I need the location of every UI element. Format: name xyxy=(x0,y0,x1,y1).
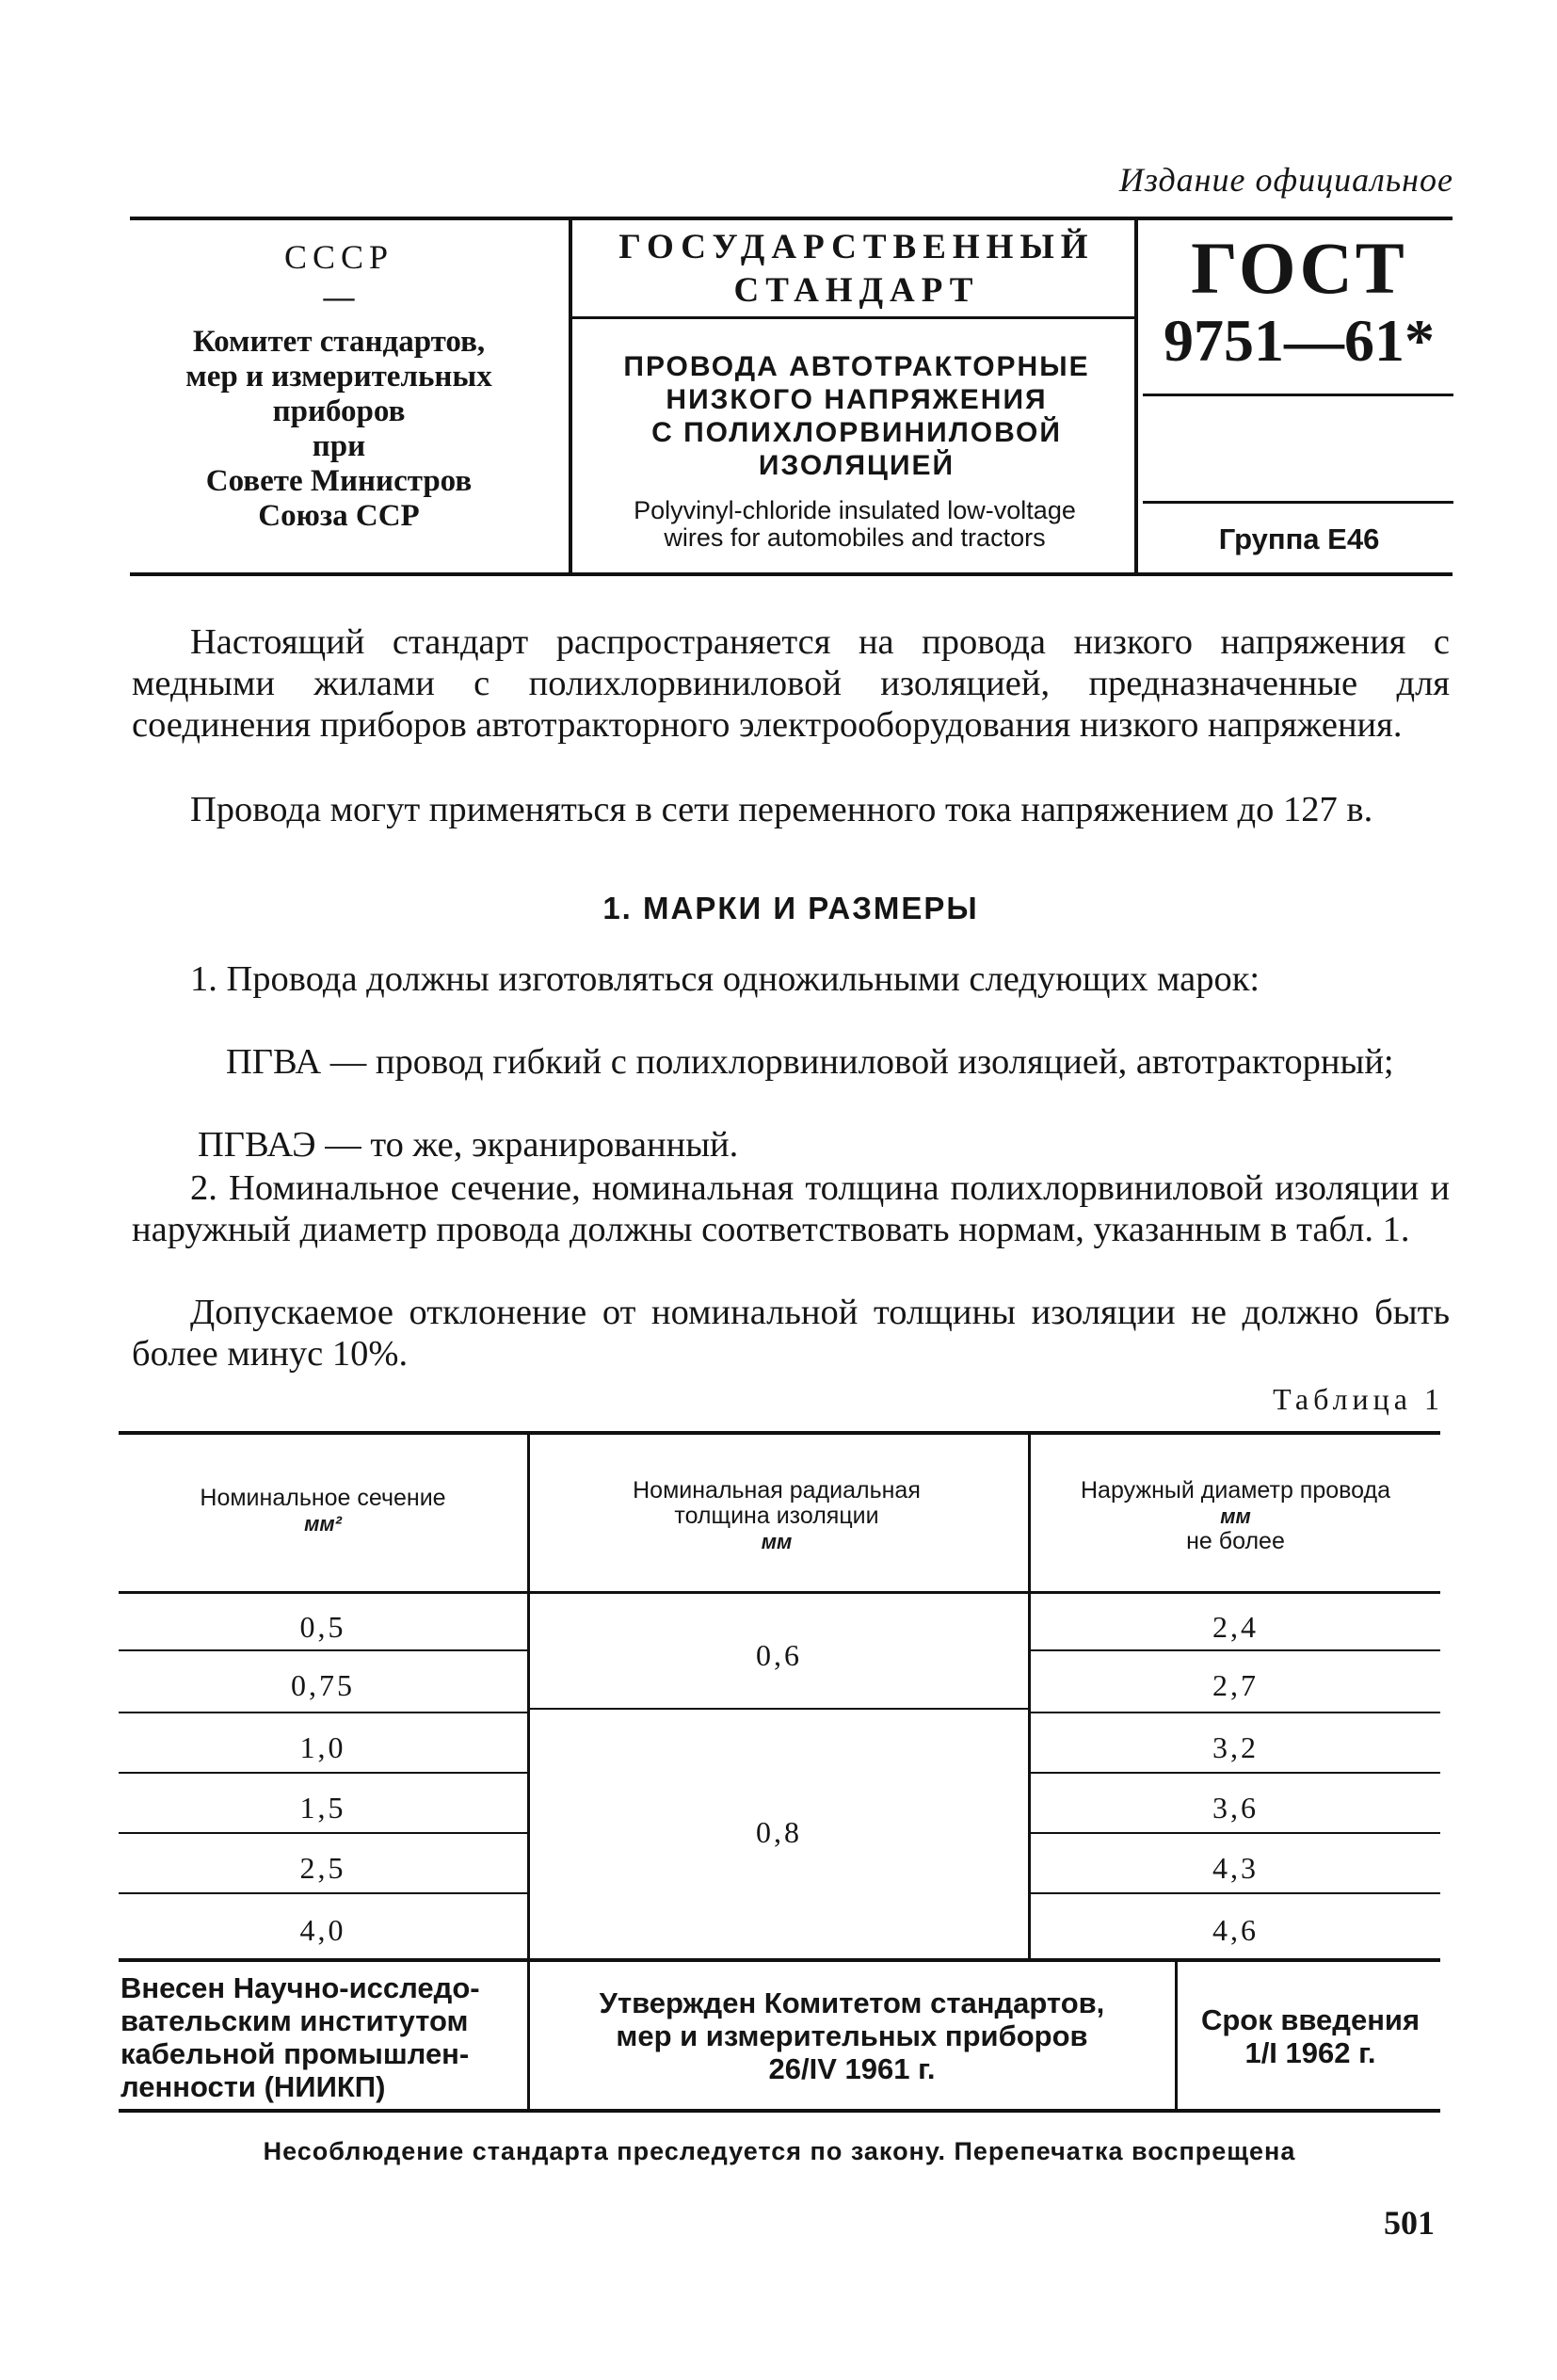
header-section-label: Номинальное сечение xyxy=(200,1485,446,1511)
row-rule-c3-5 xyxy=(1031,1892,1440,1894)
section-cell: 0,5 xyxy=(299,1610,346,1644)
approved-by xyxy=(537,1986,1167,2085)
english-title-line-1: Polyvinyl-chloride insulated low-voltage xyxy=(634,496,1076,524)
approved-line-2: мер и измерительных приборов xyxy=(616,2019,1088,2052)
footer-bottom-rule xyxy=(119,2109,1440,2113)
diameter-cell: 3,2 xyxy=(1212,1730,1259,1764)
country-dash: — xyxy=(323,281,355,314)
section-cell: 2,5 xyxy=(299,1851,346,1885)
header-bottom-rule xyxy=(130,572,1453,576)
row-rule-c3-4 xyxy=(1031,1832,1440,1834)
header-section-unit: мм² xyxy=(304,1512,342,1536)
intro-paragraph-1: Настоящий стандарт распространяется на провода низкого напряжения с медными жилами с полихлорвиниловой изоляцией, предназначенные для соединения приборов автотракторного электрооборудования низкого напряжения. xyxy=(132,622,1450,745)
edition-label: Издание официальное xyxy=(1118,161,1453,199)
row-rule-c1-1 xyxy=(119,1649,527,1651)
diameter-cell: 4,6 xyxy=(1212,1913,1259,1947)
grade-pgva: ПГВА — провод гибкий с полихлорвиниловой изоляцией, автотракторный; xyxy=(226,1042,1394,1082)
table-caption: Таблица 1 xyxy=(1273,1382,1444,1416)
row-rule-c1-2 xyxy=(119,1712,527,1713)
header-right-rule-1 xyxy=(1143,394,1453,396)
row-rule-c3-1 xyxy=(1031,1649,1440,1651)
standard-type xyxy=(574,226,1139,313)
header-diameter-unit: мм xyxy=(1220,1504,1251,1528)
standard-title-line-4: ИЗОЛЯЦИЕЙ xyxy=(758,450,955,481)
country-label: СССР xyxy=(283,238,394,276)
header-section xyxy=(119,1486,527,1536)
table-col-divider-1 xyxy=(527,1433,530,2109)
english-title-line-2: wires for automobiles and tractors xyxy=(664,523,1046,552)
row-rule-c3-3 xyxy=(1031,1772,1440,1774)
effective-date xyxy=(1179,2003,1442,2069)
header-thickness-unit: мм xyxy=(761,1530,793,1553)
diameter-cell: 2,4 xyxy=(1212,1610,1259,1644)
header-diameter xyxy=(1031,1478,1440,1554)
gost-number: 9751—61* xyxy=(1164,307,1435,374)
table-header-rule xyxy=(119,1591,1440,1594)
standard-title-line-1: ПРОВОДА АВТОТРАКТОРНЫЕ xyxy=(623,351,1090,382)
item-1-text: 1. Провода должны изготовляться одножильными следующих марок: xyxy=(190,959,1260,999)
intro-paragraph-2: Провода могут применяться в сети переменного тока напряжением до 127 в. xyxy=(190,790,1373,829)
row-rule-c3-2 xyxy=(1031,1712,1440,1713)
diameter-cell: 3,6 xyxy=(1212,1791,1259,1825)
standard-type-line-2: СТАНДАРТ xyxy=(733,271,980,310)
approved-line-3: 26/IV 1961 г. xyxy=(768,2052,936,2085)
standard-type-line-1: ГОСУДАРСТВЕННЫЙ xyxy=(618,228,1095,266)
grade-pgvae: ПГВАЭ — то же, экранированный. xyxy=(198,1125,739,1165)
row-rule-c1-4 xyxy=(119,1832,527,1834)
thickness-cell: 0,8 xyxy=(756,1815,802,1849)
section-cell: 1,0 xyxy=(299,1730,346,1764)
effective-line-2: 1/I 1962 г. xyxy=(1244,2036,1376,2069)
header-left-block xyxy=(132,240,546,534)
item-2-text: 2. Номинальное сечение, номинальная толщина полихлорвиниловой изоляции и наружный диаметр провода должны соответствовать нормам, указанным в табл. 1. xyxy=(132,1168,1450,1249)
committee-line-5: Совете Министров xyxy=(205,464,473,498)
introduced-line-3: кабельной промышлен- xyxy=(120,2037,470,2070)
page-number: 501 xyxy=(1384,2204,1435,2242)
section-cell: 4,0 xyxy=(299,1913,346,1947)
row-rule-c1-3 xyxy=(119,1772,527,1774)
committee-line-3: приборов xyxy=(272,394,406,428)
standard-title-english xyxy=(563,497,1147,552)
legal-notice: Несоблюдение стандарта преследуется по закону. Перепечатка воспрещена xyxy=(263,2137,1296,2165)
diameter-cell: 2,7 xyxy=(1212,1668,1259,1702)
introduced-line-4: ленности (НИИКП) xyxy=(120,2070,386,2103)
committee-line-2: мер и измерительных xyxy=(185,360,492,394)
header-mid-rule xyxy=(570,316,1135,319)
table-bottom-rule xyxy=(119,1958,1440,1962)
header-diameter-label: Наружный диаметр провода xyxy=(1081,1477,1390,1504)
standard-title-line-2: НИЗКОГО НАПРЯЖЕНИЯ xyxy=(666,384,1048,415)
header-thickness-label: Номинальная радиальная толщина изоляции xyxy=(633,1477,921,1529)
section-title: 1. МАРКИ И РАЗМЕРЫ xyxy=(602,891,979,925)
thickness-cell: 0,6 xyxy=(756,1638,802,1672)
section-cell: 0,75 xyxy=(291,1668,355,1702)
row-rule-c2-1 xyxy=(530,1708,1028,1710)
introduced-line-1: Внесен Научно-исследо- xyxy=(120,1971,480,2004)
committee-line-6: Союза ССР xyxy=(258,499,420,533)
header-thickness xyxy=(584,1478,970,1554)
standard-title xyxy=(574,350,1139,482)
introduced-by xyxy=(120,1971,525,2103)
committee-line-1: Комитет стандартов, xyxy=(192,325,486,359)
diameter-cell: 4,3 xyxy=(1212,1851,1259,1885)
header-diameter-extra: не более xyxy=(1186,1528,1285,1554)
committee-line-4: при xyxy=(312,429,366,463)
standard-title-line-3: С ПОЛИХЛОРВИНИЛОВОЙ xyxy=(651,417,1062,448)
tolerance-text: Допускаемое отклонение от номинальной толщины изоляции не должно быть более минус 10%. xyxy=(132,1293,1450,1374)
approved-line-1: Утвержден Комитетом стандартов, xyxy=(599,1986,1105,2019)
introduced-line-2: вательским институтом xyxy=(120,2004,469,2037)
gost-label: ГОСТ xyxy=(1191,227,1407,309)
footer-divider xyxy=(1175,1962,1178,2109)
header-right-rule-2 xyxy=(1143,501,1453,504)
row-rule-c1-5 xyxy=(119,1892,527,1894)
section-cell: 1,5 xyxy=(299,1791,346,1825)
table-top-rule xyxy=(119,1431,1440,1435)
gost-group: Группа Е46 xyxy=(1218,523,1380,555)
effective-line-1: Срок введения xyxy=(1200,2003,1421,2036)
header-top-rule xyxy=(130,217,1453,220)
